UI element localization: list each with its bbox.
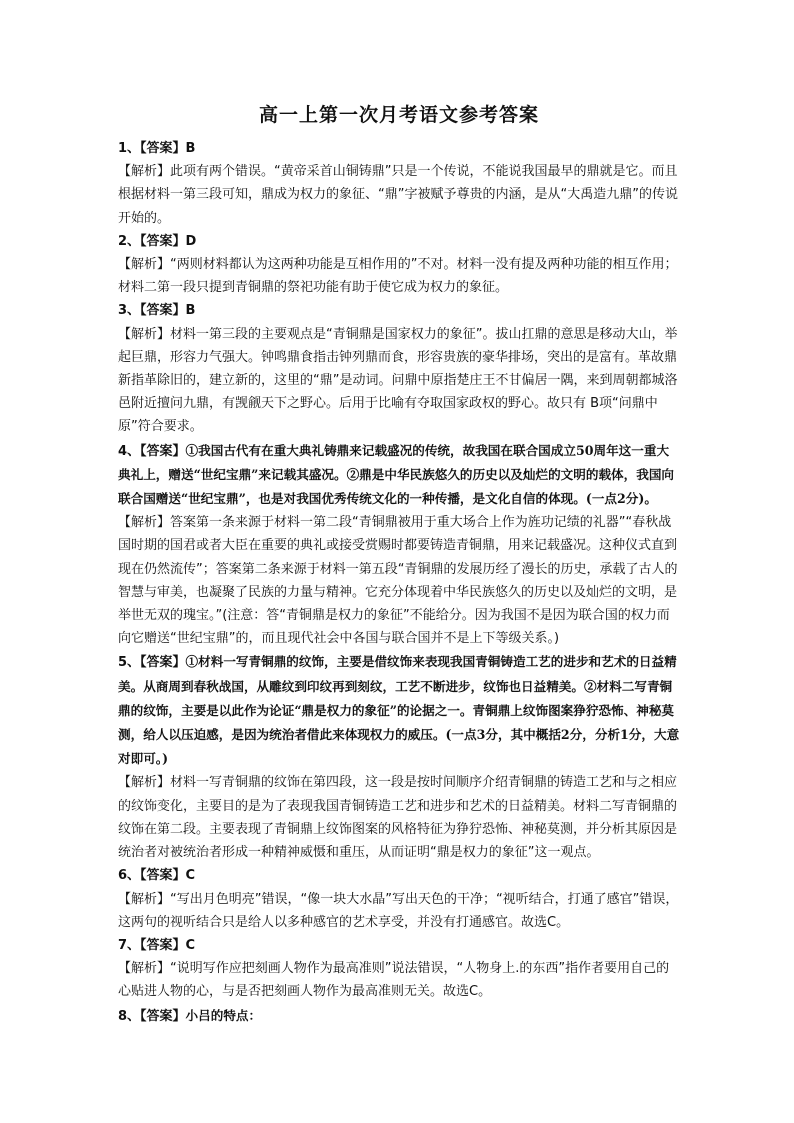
- analysis-1: 【解析】此项有两个错误。“黄帝采首山铜铸鼎”只是一个传说，不能说我国最早的鼎就是它。而且根据材料一第三段可知，鼎成为权力的象征、“鼎”字被赋予尊贵的内涵，是从“大禹造九鼎”的传说开始的。: [118, 164, 678, 226]
- answer-4-text: ①我国古代有在重大典礼铸鼎来记载盛况的传统，故我国在联合国成立50周年这一重大典礼上，赠送“世纪宝鼎”来记载其盛况。②鼎是中华民族悠久的历史以及灿烂的文明的载体，我国向联合国赠送“世纪宝鼎”，也是对我国优秀传统文化的一种传播，是文化自信的体现。(一点2分)。: [118, 442, 675, 507]
- answer-5: [118, 650, 680, 771]
- answer-document: [118, 100, 680, 1028]
- analysis-6: 【解析】“写出月色明亮”错误，“像一块大水晶”写出天色的干净；“视听结合，打通了感官”错误，这两句的视听结合只是给人以多种感官的艺术享受，并没有打通感官。故选C。: [118, 891, 679, 930]
- answer-8: [118, 1004, 680, 1028]
- answer-4-prefix: 4、【答案】: [118, 443, 186, 459]
- answer-5-text: ①材料一写青铜鼎的纹饰，主要是借纹饰来表现我国青铜铸造工艺的进步和艺术的日益精美。从商周到春秋战国，从雕纹到印纹再到刻纹，工艺不断进步，纹饰也日益精美。②材料二写青铜鼎的纹饰，主要是以此作为论证“鼎是权力的象征”的论据之一。青铜鼎上纹饰图案狰狞恐怖、神秘莫测，给人以压迫感，是因为统治者借此来体现权力的威压。(一点3分，其中概括2分，分析1分，大意对即可。): [118, 654, 680, 767]
- answer-4: [118, 439, 680, 512]
- analysis-4: 【解析】答案第一条来源于材料一第二段“青铜鼎被用于重大场合上作为旌功记绩的礼器”“春秋战国时期的国君或者大臣在重要的典礼或接受赏赐时都要铸造青铜鼎，用来记载盛况。这种仪式直到现在仍然流传”；答案第二条来源于材料一第五段“青铜鼎的发展历经了漫长的历史，承载了古人的智慧与审美，也凝聚了民族的力量与精神。它充分体现着中华民族悠久的历史以及灿烂的文明，是举世无双的瑰宝。”(注意：答“青铜鼎是权力的象征”不能给分。因为我国不是因为联合国的权力而向它赠送“世纪宝鼎”的，而且现代社会中各国与联合国并不是上下等级关系。): [118, 515, 678, 647]
- answer-6: 6、【答案】C: [118, 868, 196, 884]
- analysis-2: 【解析】“两则材料都认为这两种功能是互相作用的”不对。材料一没有提及两种功能的相互作用；材料二第一段只提到青铜鼎的祭祀功能有助于使它成为权力的象征。: [118, 257, 678, 296]
- answer-3: 3、【答案】B: [118, 303, 196, 319]
- answer-8-text: 小吕的特点：: [185, 1007, 262, 1023]
- analysis-3: 【解析】材料一第三段的主要观点是“青铜鼎是国家权力的象征”。拔山扛鼎的意思是移动大山，举起巨鼎，形容力气强大。钟鸣鼎食指击钟列鼎而食，形容贵族的豪华排场，突出的是富有。革故鼎新指革除旧的，建立新的，这里的“鼎”是动词。问鼎中原指楚庄王不甘偏居一隅，来到周朝都城洛邑附近擅问九鼎，有觊觎天下之野心。后用于比喻有夺取国家政权的野心。故只有 B项“问鼎中原”符合要求。: [118, 326, 678, 435]
- answer-7: 7、【答案】C: [118, 937, 196, 953]
- answer-1: 1、【答案】B: [118, 141, 196, 156]
- analysis-7: 【解析】“说明写作应把刻画人物作为最高准则”说法错误，“人物身上.的东西”指作者要用自己的心贴进人物的心，与是否把刻画人物作为最高准则无关。故选C。: [118, 961, 670, 1000]
- analysis-5: 【解析】材料一写青铜鼎的纹饰在第四段，这一段是按时间顺序介绍青铜鼎的铸造工艺和与之相应的纹饰变化，主要目的是为了表现我国青铜铸造工艺和进步和艺术的日益精美。材料二写青铜鼎的纹饰在第二段。主要表现了青铜鼎上纹饰图案的风格特征为狰狞恐怖、神秘莫测，并分析其原因是统治者对被统治者形成一种精神威慑和重压，从而证明“鼎是权力的象征”这一观点。: [118, 775, 678, 861]
- answer-2: 2、【答案】D: [118, 233, 197, 249]
- answer-5-prefix: 5、【答案】: [118, 655, 186, 671]
- answer-8-prefix: 8、【答案】: [118, 1008, 186, 1024]
- page-title: 高一上第一次月考语文参考答案: [258, 104, 539, 126]
